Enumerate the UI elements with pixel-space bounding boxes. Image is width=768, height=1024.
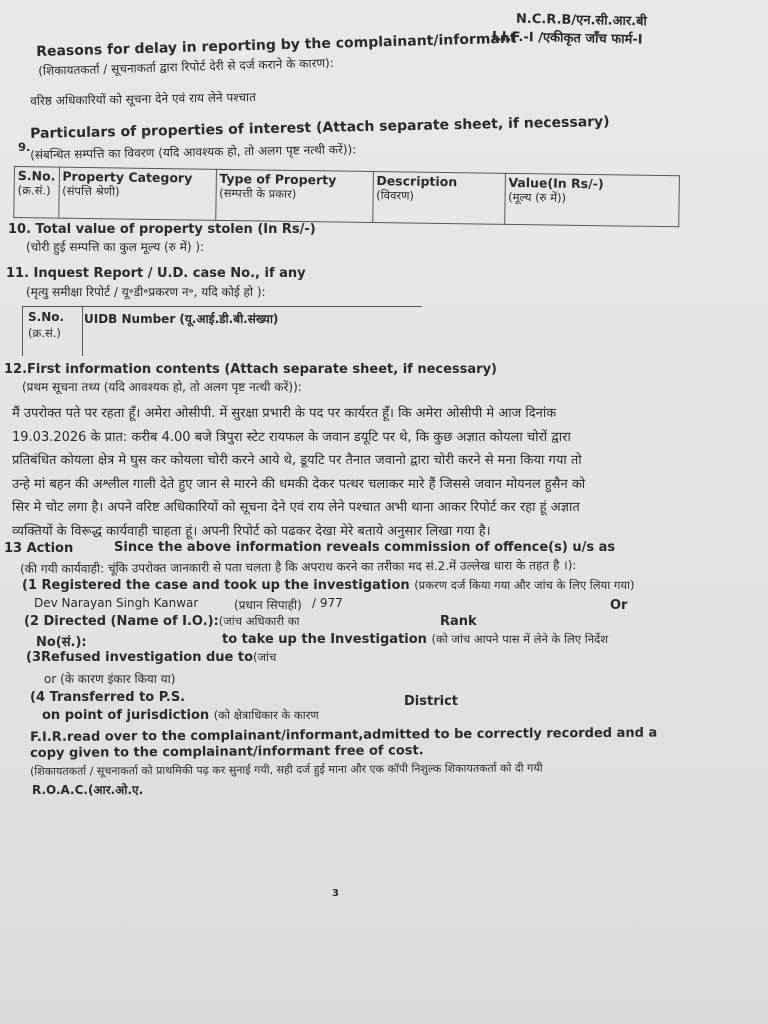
fir-contents-title: 12.First information contents (Attach separate sheet, if necessary) — [4, 362, 497, 377]
reasons-answer: वरिष्ठ अधिकारियों को सूचना देने एवं राय लेने पश्चात — [30, 90, 257, 108]
inquest-title-hindi: (मृत्यु समीक्षा रिपोर्ट / यू॰डी॰प्रकरण न॰, यदि कोई हो ): — [26, 285, 266, 299]
reasons-title-hindi: (शिकायतकर्ता / सूचनाकर्ता द्वारा रिपोर्ट देरी से दर्ज कराने के कारण): — [38, 55, 334, 78]
total-value-title-hindi: (चोरी हुई सम्पत्ति का कुल मूल्य (रु में) ): — [26, 240, 205, 254]
uidb-number-label: UIDB Number (यू.आई.डी.बी.संख्या) — [84, 312, 279, 326]
option-3-continued: or (के कारण इंकार किया या) — [44, 672, 176, 686]
inquest-title: 11. Inquest Report / U.D. case No., if any — [6, 266, 306, 281]
table-header-row — [14, 167, 680, 227]
reasons-title: Reasons for delay in reporting by the complainant/informant — [36, 30, 517, 60]
fir-line: उन्हे मां बहन की अश्लील गाली देते हुए जान से मारने की धमकी देकर पत्थर चलाकर मारे हैं जिससे जवान मोयनल हुसैन को — [12, 476, 586, 492]
fir-read-hindi: (शिकायतकर्ता / सूचनाकर्ता को प्राथमिकी पढ़ कर सुनाई गयी, सही दर्ज हुई माना और एक कॉपी निशुल्क शिकायतकर्ता को दी गयी — [30, 761, 543, 778]
total-value-title: 10. Total value of property stolen (In Rs/-) — [8, 222, 316, 237]
col-value: Value(In Rs/-) (मूल्य (रु में)) — [504, 173, 679, 226]
properties-title: Particulars of properties of interest (Attach separate sheet, if necessary) — [30, 113, 610, 142]
inquest-sno-hindi: (क्र.सं.) — [28, 326, 61, 340]
fir-contents-text — [12, 402, 672, 543]
col-description: Description (विवरण) — [372, 172, 505, 225]
officer-number: / 977 — [312, 596, 343, 610]
option-3: (3Refused investigation due to(जांच — [26, 650, 277, 665]
action-number: 13 Action — [4, 541, 74, 556]
fir-line: प्रतिबंधित कोयला क्षेत्र मे घुस कर कोयला चोरी करने आये थे, डूयटि पर तैनात जवानो द्वारा चोरी करने से मना किया गया तो — [12, 453, 582, 468]
fir-contents-title-hindi: (प्रथम सूचना तथ्य (यदि आवश्यक हो, तो अलग पृष्ट नत्थी करें)): — [22, 380, 302, 394]
fir-line: 19.03.2026 के प्रात: करीब 4.00 बजे त्रिपुरा स्टेट रायफल के जवान डयूटि पर थे, कि कुछ अज्ञात कोयला चोरों द्वारा — [12, 429, 571, 445]
rank-label: Rank — [440, 614, 477, 629]
fir-line: व्यक्तियों के विरूद्ध कार्यवाही चाहता हूं। अपनी रिपोर्ट को पढकर देखा मेरे बताये अनुसार लिखा गया है। — [12, 523, 491, 539]
option-2-continued: to take up the Investigation (को जांच आपने पास में लेने के लिए निर्देश — [222, 632, 609, 647]
number-label: No(सं.): — [36, 635, 87, 650]
properties-table — [13, 166, 680, 227]
page-number: 3 — [332, 888, 339, 899]
fir-line: सिर मे चोट लगा है। अपने वरिष्ट अधिकारियों को सूचना देने एवं राय लेने पश्चात अभी थाना आकर रिपोर्ट कर रहा हूं अज्ञात — [12, 500, 580, 515]
fir-line: मैं उपरोक्त पते पर रहता हूँ। अमेरा ओसीपी. में सुरक्षा प्रभारी के पद पर कार्यरत हूँ। कि अमेरा ओसीपी मे आज दिनांक — [12, 406, 557, 421]
ncrb-header: N.C.R.B/एन.सी.आर.बी — [515, 11, 648, 30]
action-title-hindi: (की गयी कार्यवाही: चूंकि उपरोक्त जानकारी से पता चलता है कि अपराध करने का तरीका मद सं.2.में उल्लेख धारा के तहत है ।): — [20, 558, 577, 576]
district-label: District — [404, 694, 458, 709]
or-label: Or — [610, 598, 628, 613]
option-4: (4 Transferred to P.S. — [30, 690, 186, 705]
inquest-sno: S.No. — [28, 310, 65, 324]
fir-read-line-1: F.I.R.read over to the complainant/informant,admitted to be correctly recorded and a — [30, 725, 658, 745]
officer-rank: (प्रधान सिपाही) — [234, 598, 302, 612]
properties-title-hindi: (संबन्धित सम्पत्ति का विवरण (यदि आवश्यक हो, तो अलग पृष्ट नत्थी करें)): — [30, 142, 357, 162]
option-2: (2 Directed (Name of I.O.):(जांच अधिकारी का — [24, 614, 300, 629]
officer-name: Dev Narayan Singh Kanwar — [34, 596, 199, 610]
option-1: (1 Registered the case and took up the investigation (प्रकरण दर्ज किया गया और जांच के लिए लिया गया) — [22, 578, 635, 593]
action-title: Since the above information reveals commission of offence(s) u/s as — [114, 540, 616, 555]
section-9-number: 9. — [18, 140, 31, 154]
option-4-continued: on point of jurisdiction (को क्षेत्राधिकार के कारण — [42, 708, 319, 723]
col-sno: S.No. (क्र.सं.) — [14, 167, 59, 219]
roac-label: R.O.A.C.(आर.ओ.ए. — [32, 783, 144, 797]
col-property-category: Property Category (संपत्ति श्रेणी) — [58, 167, 216, 220]
iif-header: I.I.F.-I /एकीकृत जाँच फार्म-I — [491, 29, 643, 48]
inquest-box — [12, 306, 422, 356]
fir-read-line-2: copy given to the complainant/informant free of cost. — [30, 743, 424, 761]
col-type-of-property: Type of Property (सम्पत्ती के प्रकार) — [215, 169, 373, 222]
